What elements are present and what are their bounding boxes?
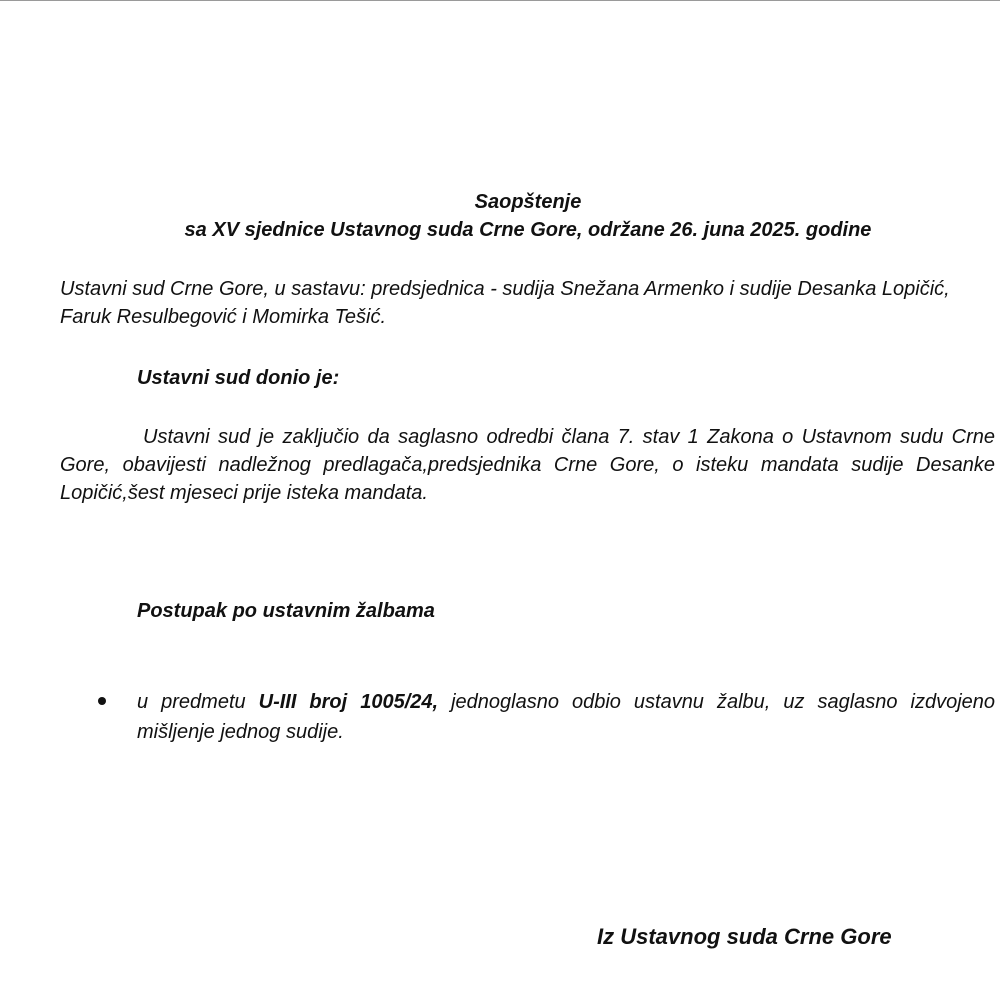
case-number: U-III broj 1005/24, bbox=[258, 691, 439, 713]
top-border-line bbox=[0, 0, 1000, 1]
complaint-line bbox=[137, 687, 995, 717]
composition-line: Faruk Resulbegović i Momirka Tešić. bbox=[60, 306, 387, 328]
composition-line: Ustavni sud Crne Gore, u sastavu: predsjednica - sudija Snežana Armenko i sudije Desanka Lopičić, bbox=[60, 278, 950, 300]
decision-line: Ustavni sud je zaključio da saglasno odredbi člana 7. stav 1 Zakona o Ustavnom sudu Crne bbox=[143, 426, 995, 448]
decision-heading: Ustavni sud donio je: bbox=[137, 367, 340, 389]
complaint-line-2: mišljenje jednog sudije. bbox=[137, 721, 344, 743]
decision-line: Lopičić,šest mjeseci prije isteka mandata. bbox=[60, 482, 428, 504]
complaint-text bbox=[137, 687, 995, 747]
complaints-heading: Postupak po ustavnim žalbama bbox=[137, 600, 435, 622]
document-subtitle: sa XV sjednice Ustavnog suda Crne Gore, održane 26. juna 2025. godine bbox=[184, 219, 872, 241]
signature: Iz Ustavnog suda Crne Gore bbox=[597, 924, 892, 949]
decision-line: Gore, obavijesti nadležnog predlagača,predsjednika Crne Gore, o isteku mandata sudije Desanke bbox=[60, 454, 995, 476]
court-composition-paragraph bbox=[60, 275, 1000, 331]
complaint-prefix: u predmetu bbox=[137, 691, 259, 713]
document-title: Saopštenje bbox=[474, 191, 582, 213]
bullet-icon bbox=[98, 697, 106, 705]
decision-paragraph bbox=[60, 423, 995, 507]
complaint-outcome: jednoglasno odbio ustavnu žalbu, uz saglasno izdvojeno bbox=[438, 691, 996, 713]
